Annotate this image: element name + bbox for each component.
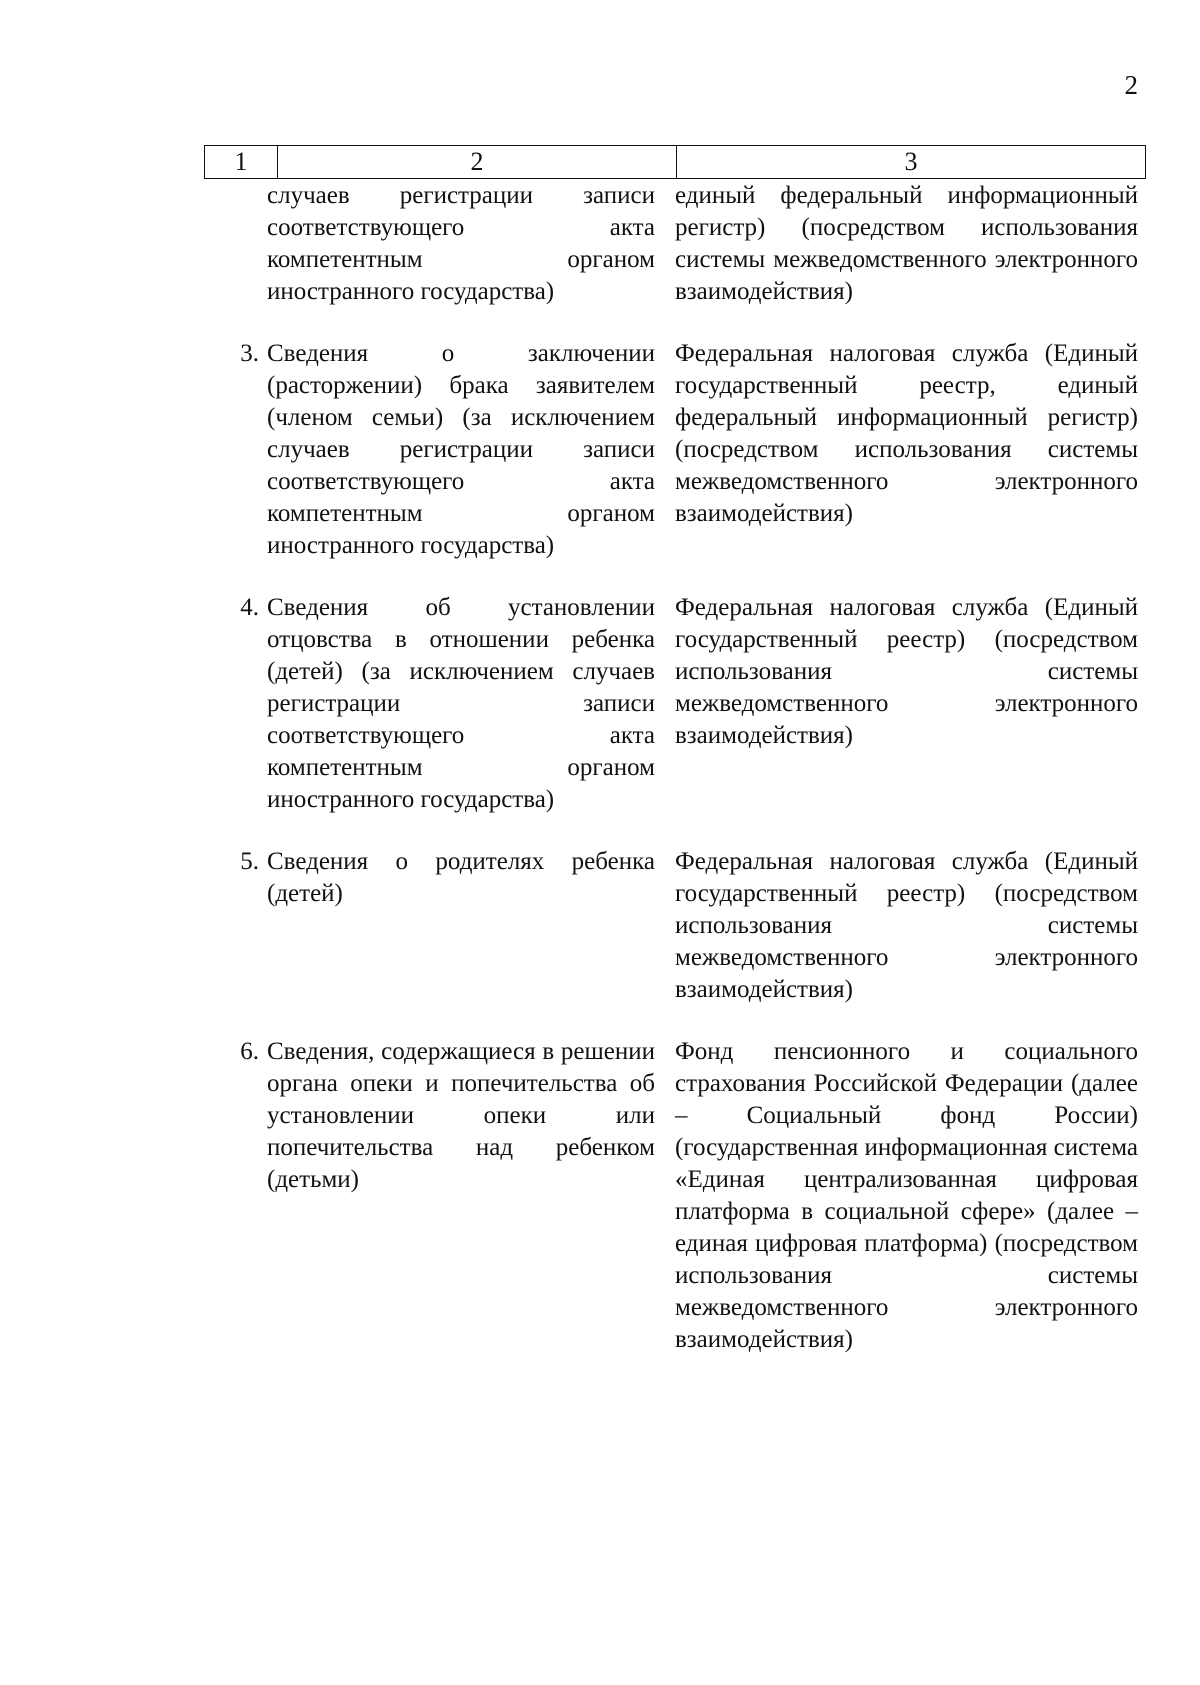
info-cell: Сведения, содержащиеся в решении органа опеки и попечительства об установлении опеки или попечительства над ребенком (детьми) — [267, 1038, 655, 1193]
info-cell: случаев регистрации записи соответствующего акта компетентным органом иностранного государства) — [267, 182, 655, 305]
table-row — [204, 1036, 1146, 1356]
table-header-cell: 3 — [904, 147, 918, 176]
page-number: 2 — [1124, 70, 1138, 100]
source-cell: Федеральная налоговая служба (Единый государственный реестр, единый федеральный информационный регистр) (посредством использования системы межведомственного электронного взаимодействия) — [675, 340, 1138, 527]
row-number: 4. — [240, 594, 259, 621]
table-row — [204, 846, 1146, 1006]
table-header-cell: 2 — [278, 146, 677, 178]
row-number: 3. — [240, 340, 259, 367]
source-cell: Федеральная налоговая служба (Единый государственный реестр) (посредством использования системы межведомственного электронного взаимодействия) — [675, 848, 1138, 1003]
table-header-row — [204, 145, 1146, 179]
info-cell: Сведения об установлении отцовства в отношении ребенка (детей) (за исключением случаев регистрации записи соответствующего акта компетентным органом иностранного государства) — [267, 594, 655, 813]
table-row — [204, 592, 1146, 816]
source-cell: единый федеральный информационный регистр) (посредством использования системы межведомственного электронного взаимодействия) — [675, 182, 1138, 305]
table-header-cell: 1 — [205, 146, 278, 178]
row-number: 6. — [240, 1038, 259, 1065]
info-cell: Сведения о родителях ребенка (детей) — [267, 848, 655, 907]
source-cell: Фонд пенсионного и социального страхования Российской Федерации (далее – Социальный фонд России) (государственная информационная система «Единая централизованная цифровая платформа в социальной сфере» (далее – единая цифровая платформа) (посредством использования системы межведомственного электронного взаимодействия) — [675, 1038, 1138, 1353]
table-row — [204, 338, 1146, 562]
table-body — [204, 180, 1146, 1356]
source-cell: Федеральная налоговая служба (Единый государственный реестр) (посредством использования системы межведомственного электронного взаимодействия) — [675, 594, 1138, 749]
row-number: 5. — [240, 848, 259, 875]
table-row — [204, 180, 1146, 308]
info-cell: Сведения о заключении (расторжении) брака заявителем (членом семьи) (за исключением случаев регистрации записи соответствующего акта компетентным органом иностранного государства) — [267, 340, 655, 559]
